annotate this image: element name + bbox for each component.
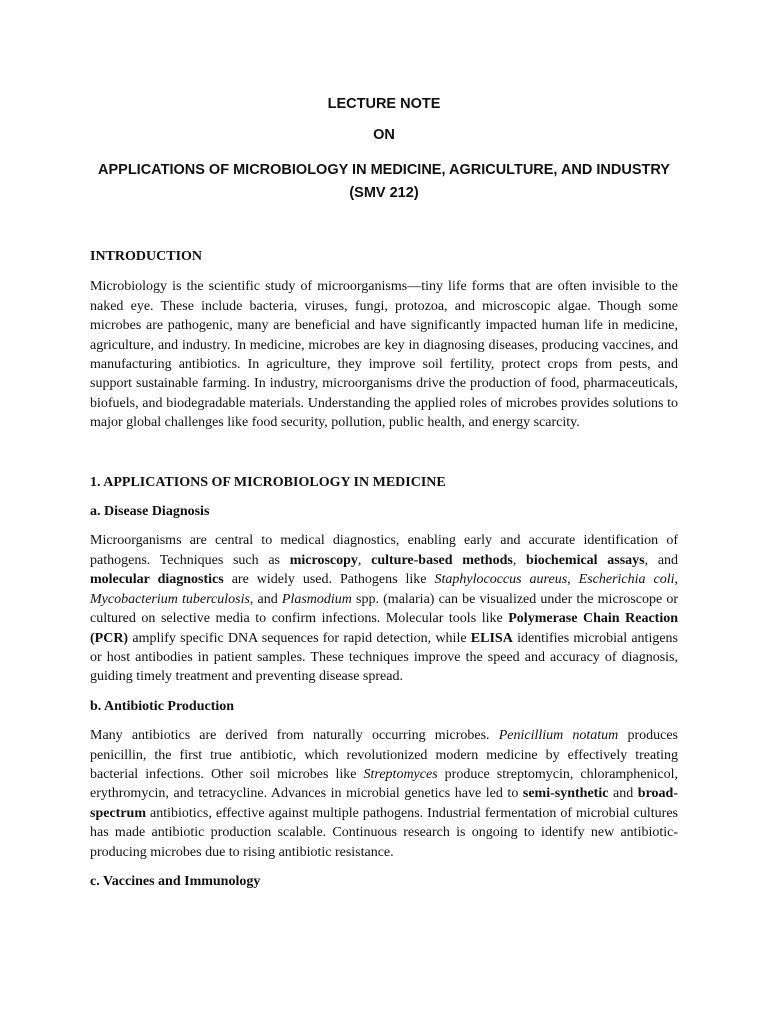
title-main: APPLICATIONS OF MICROBIOLOGY IN MEDICINE, AGRICULTURE, AND INDUSTRY [98,162,670,178]
species-plasmodium: Plasmodium [281,591,352,607]
vaccines-immunology-heading: c. Vaccines and Immunology [90,873,261,889]
antibiotic-production-heading: b. Antibiotic Production [90,698,235,714]
term-microscopy: microscopy [289,552,358,568]
antibiotic-production-paragraph: Many antibiotics are derived from naturally occurring microbes. Penicillium notatum produces penicillin, the first true antibiotic, which revolutionized modern medicine by effectively treating bacterial infections. Other soil microbes like Streptomyces produce streptomycin, chloramphenicol, erythromycin, and tetracycline. Advances in microbial genetics have led to semi-synthetic and broad-spectrum antibiotics, effective against multiple pathogens. Industrial fermentation of microbial cultures has made antibiotic production scalable. Continuous research is ongoing to identify new antibiotic-producing microbes due to rising antibiotic resistance. [90,728,679,860]
section-medicine-heading: 1. APPLICATIONS OF MICROBIOLOGY IN MEDICINE [90,474,446,490]
term-culture-methods: culture-based methods [371,552,513,568]
species-ecoli: Escherichia coli [578,572,675,588]
species-penicillium: Penicillium notatum [498,728,619,744]
term-elisa: ELISA [470,630,513,646]
term-semi-synthetic: semi-synthetic [522,786,609,802]
species-mycobacterium: Mycobacterium tuberculosis [90,591,250,607]
introduction-heading: INTRODUCTION [90,249,203,264]
term-broad-spectrum: broad-spectrum [90,786,678,821]
title-block [90,95,678,205]
document-body [90,247,678,901]
disease-diagnosis-paragraph: Microorganisms are central to medical diagnostics, enabling early and accurate identification of pathogens. Techniques such as microscopy, culture-based methods, biochemical assays, and molecular diagnostics are widely used. Pathogens like Staphylococcus aureus, Escherichia coli, Mycobacterium tuberculosis, and Plasmodium spp. (malaria) can be visualized under the microscope or cultured on selective media to confirm infections. Molecular tools like Polymerase Chain Reaction (PCR) amplify specific DNA sequences for rapid detection, while ELISA identifies microbial antigens or host antibodies in patient samples. These techniques improve the speed and accuracy of diagnosis, guiding timely treatment and preventing disease spread. [90,533,679,685]
term-molecular-diagnostics: molecular diagnostics [90,572,224,588]
term-biochemical-assays: biochemical assays [526,552,645,568]
title-course-code: (SMV 212) [349,185,419,201]
species-staphylococcus: Staphylococcus aureus [434,572,568,588]
species-streptomyces: Streptomyces [363,766,438,782]
title-on: ON [373,127,395,143]
title-lecture-note: LECTURE NOTE [327,96,441,112]
introduction-paragraph: Microbiology is the scientific study of microorganisms—tiny life forms that are often invisible to the naked eye. These include bacteria, viruses, fungi, protozoa, and microscopic algae. Though some microbes are pathogenic, many are beneficial and have significantly impacted human life in medicine, agriculture, and industry. In medicine, microbes are key in diagnosing diseases, producing vaccines, and manufacturing antibiotics. In agriculture, they improve soil fertility, protect crops from pests, and support sustainable farming. In industry, microorganisms drive the production of food, pharmaceuticals, biofuels, and biodegradable materials. Understanding the applied roles of microbes provides solutions to major global challenges like food security, pollution, public health, and energy scarcity. [90,279,678,431]
disease-diagnosis-heading: a. Disease Diagnosis [90,504,210,520]
term-pcr: Polymerase Chain Reaction (PCR) [90,611,678,646]
